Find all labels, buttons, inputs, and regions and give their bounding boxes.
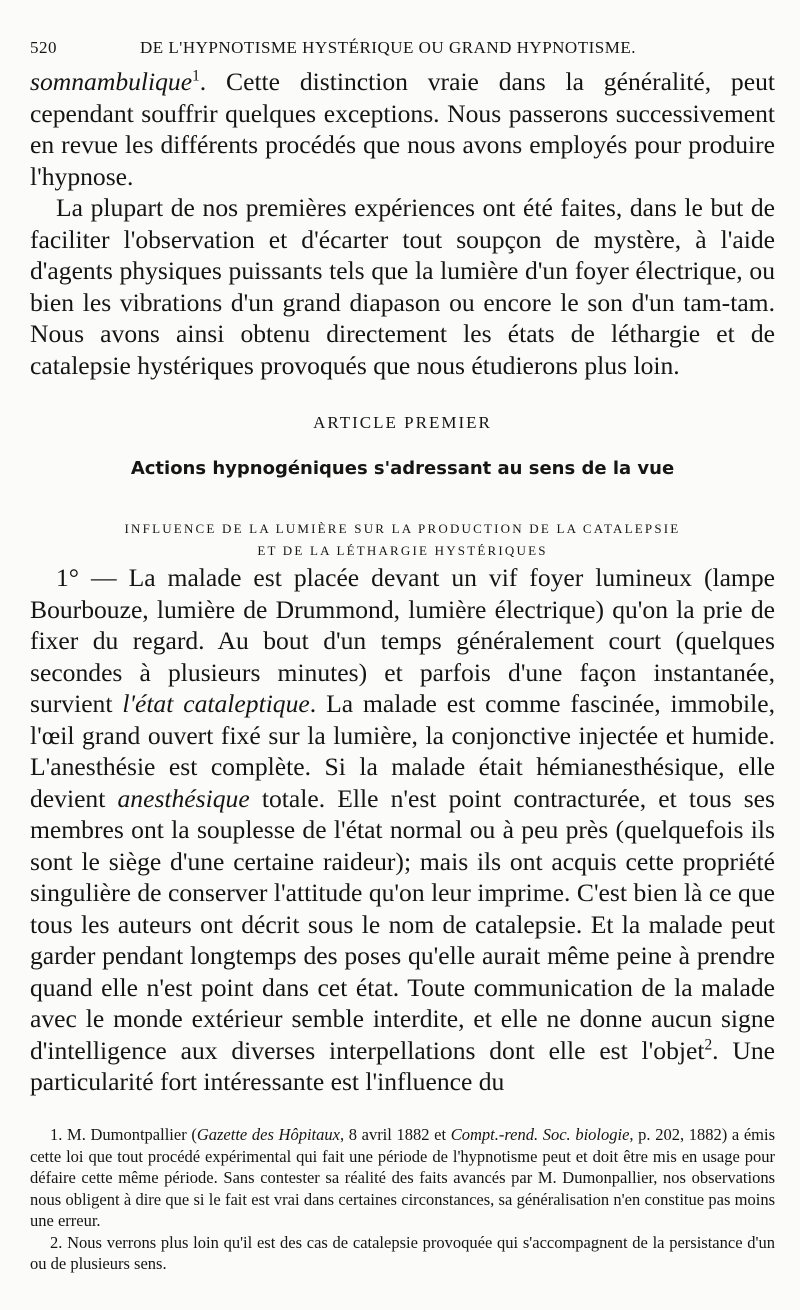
italic-term-cataleptique: l'état cataleptique <box>122 689 310 718</box>
footnote-1-journal: Gazette des Hôpitaux <box>196 1125 340 1144</box>
footnote-1-rest: , p. 202, 1882) a émis cette loi que tout procédé expérimental qui fait une période de l'hypnotisme peut et doit être mis en usage pour défaire cette même période. Sans contester sa réalité des faits avancés par M. Dumonpallier, nos observations nous obligent à dire que si le fait est vrai dans certaines circonstances, sa généralisation n'en constitue pas moins une erreur. <box>30 1125 775 1230</box>
paragraph-text-2: . La malade est comme fascinée, immobile, l'œil grand ouvert fixé sur la lumière, la conjonctive injectée et humide. L'anesthésie est complète. Si la malade était hémianesthésique, elle devient <box>30 689 776 813</box>
footnote-2: 2. Nous verrons plus loin qu'il est des cas de catalepsie provoquée qui s'accompagnent de la persistance d'un ou de plusieurs sens. <box>30 1232 775 1273</box>
page-number: 520 <box>30 38 57 57</box>
subsection-title-line1: INFLUENCE DE LA LUMIÈRE SUR LA PRODUCTION DE LA CATALEPSIE <box>124 521 681 536</box>
italic-term: somnambulique <box>30 67 193 96</box>
footnote-1-mid: , 8 avril 1882 et <box>339 1125 451 1144</box>
paragraph-lumiere <box>30 562 775 1098</box>
footnote-1-lead: 1. M. Dumontpallier ( <box>50 1125 197 1144</box>
footnote-ref-2: 2 <box>704 1035 713 1053</box>
article-title: ARTICLE PREMIER <box>313 413 492 432</box>
paragraph-continued <box>30 66 775 192</box>
running-title: DE L'HYPNOTISME HYSTÉRIQUE OU GRAND HYPNOTISME. <box>140 38 636 57</box>
paragraph-experiences: La plupart de nos premières expériences ont été faites, dans le but de faciliter l'observation et d'écarter tout soupçon de mystère, à l'aide d'agents physiques puissants tels que la lumière d'un foyer électrique, ou bien les vibrations d'un grand diapason ou encore le son d'un tam-tam. Nous avons ainsi obtenu directement les états de léthargie et de catalepsie hystériques provoqués que nous étudierons plus loin. <box>30 193 775 380</box>
paragraph-text-4: . Une particularité fort intéressante est l'influence du <box>30 1035 776 1096</box>
paragraph-text-1: 1° — La malade est placée devant un vif foyer lumineux (lampe Bourbouze, lumière de Drummond, lumière électrique) qu'on la prie de fixer du regard. Au bout d'un temps généralement court (quelques secondes à plusieurs minutes) et parfois d'une façon instantanée, survient <box>30 563 775 718</box>
footnote-1 <box>30 1124 775 1232</box>
section-title: Actions hypnogéniques s'adressant au sens de la vue <box>130 457 675 479</box>
footnote-1-journal-2: Compt.-rend. Soc. biologie <box>450 1125 630 1144</box>
subsection-title-line2: ET DE LA LÉTHARGIE HYSTÉRIQUES <box>257 543 548 558</box>
italic-term-anesthesique: anesthésique <box>117 783 250 813</box>
subsection-title <box>30 518 775 562</box>
footnote-ref: 1 <box>192 67 200 85</box>
footnotes <box>30 1124 775 1275</box>
main-text <box>30 66 775 1098</box>
paragraph-text: . Cette distinction vraie dans la généralité, peut cependant souffrir quelques exceptions. Nous passerons successivement en revue les différents procédés que nous avons employés pour produire l'hypnose. <box>30 67 775 191</box>
paragraph-text-3: totale. Elle n'est point contracturée, et tous ses membres ont la souplesse de l'état normal ou à peu près (quelquefois ils sont le siège d'une certaine raideur); mais ils ont acquis cette propriété singulière de conserver l'attitude qu'on leur imprime. C'est bien là ce que tous les auteurs ont décrit sous le nom de catalepsie. Et la malade peut garder pendant longtemps des poses qu'elle aurait même peine à prendre quand elle n'est point dans cet état. Toute communication de la malade avec le monde extérieur semble interdite, et elle ne donne aucun signe d'intelligence aux diverses interpellations dont elle est l'objet <box>30 783 776 1065</box>
